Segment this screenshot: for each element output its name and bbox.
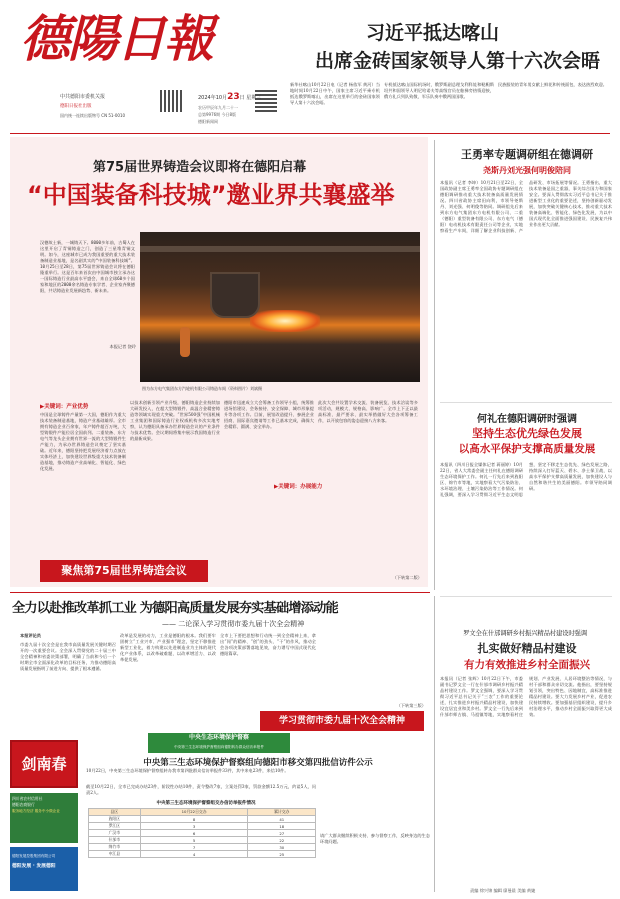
- table-header: 县区: [89, 809, 141, 816]
- table-cell: 绵竹市: [89, 844, 141, 851]
- lead-col-4: 此次大会共设置学术交流、装备展览、技术洽谈等多项活动，规模大、规格高、影响广。全市上下正以最高标准、最严要求、最实举措做好大会各项筹备工作，以开放包容的姿态迎接八方来客。: [318, 400, 418, 423]
- table-row: [89, 823, 316, 830]
- inspection-p2: 截至10月22日，全市已完成办结23件，阶段性办结10件，责令整改7家，立案处罚3家，罚款金额12.5万元，约谈5人，问责2人。: [86, 784, 316, 795]
- masthead-publisher: 德阳日报社出版: [60, 104, 92, 109]
- lead-kicker: 第75届世界铸造会议即将在德阳启幕: [93, 160, 307, 175]
- rural-body: 本报讯（记者 张辉）10月22日下午，市委副书记罗文全一行在什邡市调研乡村振兴精品村建设工作。罗文全强调，要深入学习贯彻习近平总书记关于“三农”工作的重要论述，扎实推进乡村振兴精品村建设，加快建设宜居宜业和美乡村。罗文全一行先后来到什邡市师古镇、马祖镇等地，实地察看村庄规划、产业发展、人居环境整治等情况，与村干部和群众亲切交流。他指出，要坚持规划引领，突出特色、因地制宜，高标准推进精品村建设。要大力发展乡村产业，促进农民持续增收。要加强基层组织建设，提升乡村治理水平，推动乡村全面振兴取得更大成效。: [440, 676, 612, 717]
- worker-figure: [180, 327, 190, 357]
- commentary-subtitle: —— 二论深入学习贯彻市委九届十次全会精神: [162, 620, 305, 628]
- molten-glow: [250, 310, 320, 332]
- table-cell: 什邡市: [89, 837, 141, 844]
- table-header: 累计交办: [248, 809, 316, 816]
- bank-ad-line-1: 四川省农村信用社: [12, 796, 43, 801]
- table-cell: 25: [248, 851, 316, 858]
- table-row: [89, 837, 316, 844]
- inspection-p1: 10月22日，中央第三生态环境保护督察组转办我市第四批群众信访举报件33件，其中来电23件，来信10件。: [86, 768, 289, 773]
- lead-keyword-2: ▶关键词：办展能力: [274, 484, 323, 490]
- rural-title-2: 有力有效推进乡村全面振兴: [464, 659, 590, 671]
- lead-more: （下转第二版）: [392, 575, 422, 580]
- right1-body: 本报讯（记者 李坤）10月21日至22日，全国政协副主席王勇率全国政协专题调研组在德阳调研推动重大技术装备高质量发展情况。四川省政协主席田向利，市领导尧斯丹、刘光强、何明俊等陪同。调研组先后来到东方电气集团东方电机有限公司、二重（德阳）重型装备有限公司、东方电气（德阳）电动机技术有限责任公司等企业，实地察看生产车间，详细了解企业科技创新、产品研发、市场拓展等情况。王勇指出，重大技术装备是国之重器，事关综合国力和国家安全。要深入贯彻落实习近平总书记关于推进新型工业化的重要论述，坚持创新驱动发展，加快突破关键核心技术，推动重大技术装备高端化、智能化、绿色化发展，为以中国式现代化全面推进强国建设、民族复兴伟业作出更大贡献。: [440, 180, 612, 233]
- jiannanchun-logo: 剑南春: [21, 755, 67, 773]
- table-row: [89, 844, 316, 851]
- top-body-1: 新华社喀山10月22日电（记者 杨依军 黄河）当地时间10月22日中午，国家主席习近平乘专机抵达俄罗斯喀山，出席在这里举行的金砖国家领导人第十六次会晤。: [290, 82, 380, 105]
- table-cell: 4: [140, 851, 248, 858]
- bank-ad: [10, 793, 78, 843]
- commentary-banner: 学习贯彻市委九届十次全会精神: [260, 711, 424, 731]
- lead-col-1: 中国是全球铸件产量第一大国，德阳作为重大技术装备制造基地，铸造产业基础雄厚。全市拥有铸造企业百余家，年产铸件超百万吨，大型铸锻件产能位居全国前列。二重装备、东方电气等龙头企业拥有世界一流的大型铸锻件生产能力，为承办世界铸造会议奠定了坚实基础。近年来，德阳坚持把发展经济着力点放在实体经济上，加快建设世界级重大技术装备制造基地，推动铸造产业高端化、智能化、绿色化发展。: [40, 412, 126, 471]
- table-cell: 18: [248, 823, 316, 830]
- lead-col-2: 以技术创新引领产业升级，德阳铸造企业持续加大研发投入，在超大型铸锻件、高温合金精密铸造等领域实现重大突破。“世界500强”中国机械工业集团和国际铸造行业权威机构多次实地考察，认为德阳具备承办世界铸造会议的产业条件与技术优势。会议期间将集中展示我国铸造行业的最新成果。: [130, 400, 220, 441]
- ladle-shape: [210, 272, 260, 318]
- lead-photo-caption: 图为东方电气集团东方汽轮机有限公司铸造车间（资料图片）刘斌摄: [142, 386, 262, 391]
- lead-banner: 聚焦第75届世界铸造会议: [40, 560, 208, 582]
- table-cell: 22: [248, 837, 316, 844]
- bank-ad-line-3: 服务地方经济 服务中小微企业: [12, 809, 60, 813]
- lead-photo: [140, 232, 420, 382]
- table-cell: 中江县: [89, 851, 141, 858]
- masthead-cn: 国内统一连续出版物号 CN 51-0010: [60, 113, 126, 118]
- table-cell: 罗江区: [89, 823, 141, 830]
- rural-title-1: 扎实做好精品村建设: [477, 642, 577, 655]
- masthead-logo: 德陽日報: [20, 9, 212, 68]
- table-cell: 27: [248, 830, 316, 837]
- footer-editors: 责编 徐兴锦 编辑 廖曼晨 美编 黄婕: [470, 888, 536, 893]
- inspection-table-title: 中央第三生态环境保护督察组交办信访举报件情况: [156, 801, 256, 806]
- commentary-p2: 改革是发展的动力，工业是德阳的根本。我们要牢固树立“工业兴市、产业强市”理念，坚定不移推进新型工业化，着力构建以先进制造业为主体的现代化产业体系，以改革破难题、以改革增活力、以改革促发展。: [120, 633, 216, 662]
- top-body-2: 专机抵达喀山国际机场时，俄罗斯副总理戈利科娃和鞑靼斯坦共和国领导人明尼哈诺夫等高级官员在舷梯旁热情迎接，俄方礼兵列队致敬，军乐队奏中俄两国国歌。: [384, 82, 494, 99]
- table-cell: 5: [140, 837, 248, 844]
- right2-title-2: 坚持生态优先绿色发展: [472, 427, 582, 440]
- table-cell: 41: [248, 816, 316, 823]
- right2-title-3: 以高水平保护支撑高质量发展: [458, 443, 596, 455]
- lead-title: “中国装备科技城”邀业界共襄盛举: [27, 181, 395, 209]
- top-headline-2: 出席金砖国家领导人第十六次会晤: [315, 50, 601, 72]
- inspection-p3: 请广大群众继续积极支持、参与督察工作，反映身边的生态环境问题。: [320, 833, 430, 844]
- table-cell: 旌阳区: [89, 816, 141, 823]
- masthead-slogan: 中共德阳市委机关报: [60, 94, 106, 100]
- lead-byline: 本报记者 饶玲: [109, 344, 136, 349]
- lead-body: 汉德故土新，一城铸天下。8000多年前，古蜀人在这里开启了青铜铸造之门，创造了三星堆青铜文明。如今，这座城市已成为我国重要的重大技术装备制造业基地，是名副其实的“中国装备科技城”。10月25日至28日，第75届世界铸造会议将在德阳隆重举行。这是百年来首次由中国城市独立承办这一国际铸造行业最高水平盛会，来自全球60多个国家和地区的2000余名铸造专家学者、企业家齐聚德阳，共话铸造业发展新趋势、新未来。: [40, 240, 135, 293]
- inspection-banner-sub: 中央第三生态环境保护督察组向德阳转办群众信访举报件: [174, 745, 264, 749]
- table-row: [89, 816, 316, 823]
- qr-code-1: [160, 90, 182, 112]
- table-row: [89, 830, 316, 837]
- table-cell: 30: [248, 844, 316, 851]
- rural-kicker: 罗文全在什邡调研乡村振兴精品村建设时强调: [463, 629, 587, 637]
- lead-col-3: 德阳市迅速成立大会筹备工作领导小组，统筹推进场馆建设、会务接待、安全保障、城市形象提升等各项工作。目前，展馆改造提升、参展企业招商、国际嘉宾邀请等工作已基本完成，确保大会精彩、圆满、安全举办。: [224, 400, 314, 429]
- bank-ad-line-2: 德阳农商银行: [12, 802, 35, 807]
- inspection-banner-title: 中央生态环境保护督察: [188, 734, 249, 741]
- news-web: 德阳新闻网: [198, 119, 218, 124]
- right1-title: 王勇率专题调研组在德调研: [461, 148, 593, 161]
- dev-ad-line-1: 德阳发展控股集团有限公司: [12, 854, 56, 858]
- table-cell: 广汉市: [89, 830, 141, 837]
- lead-keyword-1: ▶关键词：产业优势: [40, 404, 89, 410]
- commentary-p3: 全市上下要把思想和行动统一到全会精神上来，拿出“闯”的精神、“创”的劲头、“干”的作风，推动全会各项决策部署落地见效，奋力谱写中国式现代化德阳篇章。: [220, 633, 316, 656]
- issue-number: 总第9976期 今日8版: [198, 112, 237, 117]
- commentary-p1: 市委九届十次全会是在我市高质量发展关键时期召开的一次重要会议。全会深入贯彻党的二十届三中全会精神和省委决策部署，明确了当前和今后一个时期全市全面深化改革的目标任务，为推动德阳高质量发展指明了前进方向、提供了根本遵循。: [20, 642, 116, 671]
- table-row: [89, 851, 316, 858]
- table-header: 10月22日交办: [140, 809, 248, 816]
- dev-group-ad: [10, 847, 78, 891]
- table-cell: 8: [140, 816, 248, 823]
- commentary-p4: [318, 633, 426, 693]
- issue-date: 2024年10月23日 星期三: [198, 92, 262, 102]
- crane-beam: [140, 246, 420, 252]
- top-body-3: 民族服装的青年男女献上鲜花和传统面包，表达热烈欢迎。: [498, 82, 607, 87]
- commentary-more: （下转第三版）: [396, 703, 426, 708]
- table-cell: 6: [140, 830, 248, 837]
- jiannanchun-ad: [10, 740, 78, 788]
- table-cell: 7: [140, 844, 248, 851]
- inspection-title: 中央第三生态环境保护督察组向德阳市移交第四批信访件公示: [143, 758, 373, 768]
- commentary-kicker: 本报评论员: [20, 633, 41, 638]
- lunar-date: 农历甲辰年九月二十一: [198, 105, 238, 110]
- commentary-title: 全力以赴推改革抓工业 为德阳高质量发展夯实基础增添动能: [12, 601, 338, 616]
- inspection-table: [88, 808, 316, 858]
- inspection-banner: [148, 733, 290, 753]
- top-headline-1: 习近平抵达喀山: [366, 22, 500, 44]
- right1-subtitle: 尧斯丹刘光强何明俊陪同: [483, 166, 571, 175]
- right2-title-1: 何礼在德阳调研时强调: [477, 414, 577, 425]
- table-cell: 3: [140, 823, 248, 830]
- right2-body: 本报讯（四川日报全媒体记者 蒋丽婷）10月22日，省人大常委会副主任何礼在德阳调研生态环境保护工作。何礼一行先后来到旌阳区、绵竹市等地，实地察看大气污染防治、水环境治理、土壤污染防治等工作情况。何礼强调，要深入学习贯彻习近平生态文明思想，坚定不移走生态优先、绿色发展之路，持续深入打好蓝天、碧水、净土保卫战，以高水平保护支撑高质量发展，加快建设人与自然和谐共生的美丽德阳。市领导陪同调研。: [440, 462, 612, 497]
- dev-ad-line-2: 德阳发展 · 发展德阳: [12, 864, 56, 869]
